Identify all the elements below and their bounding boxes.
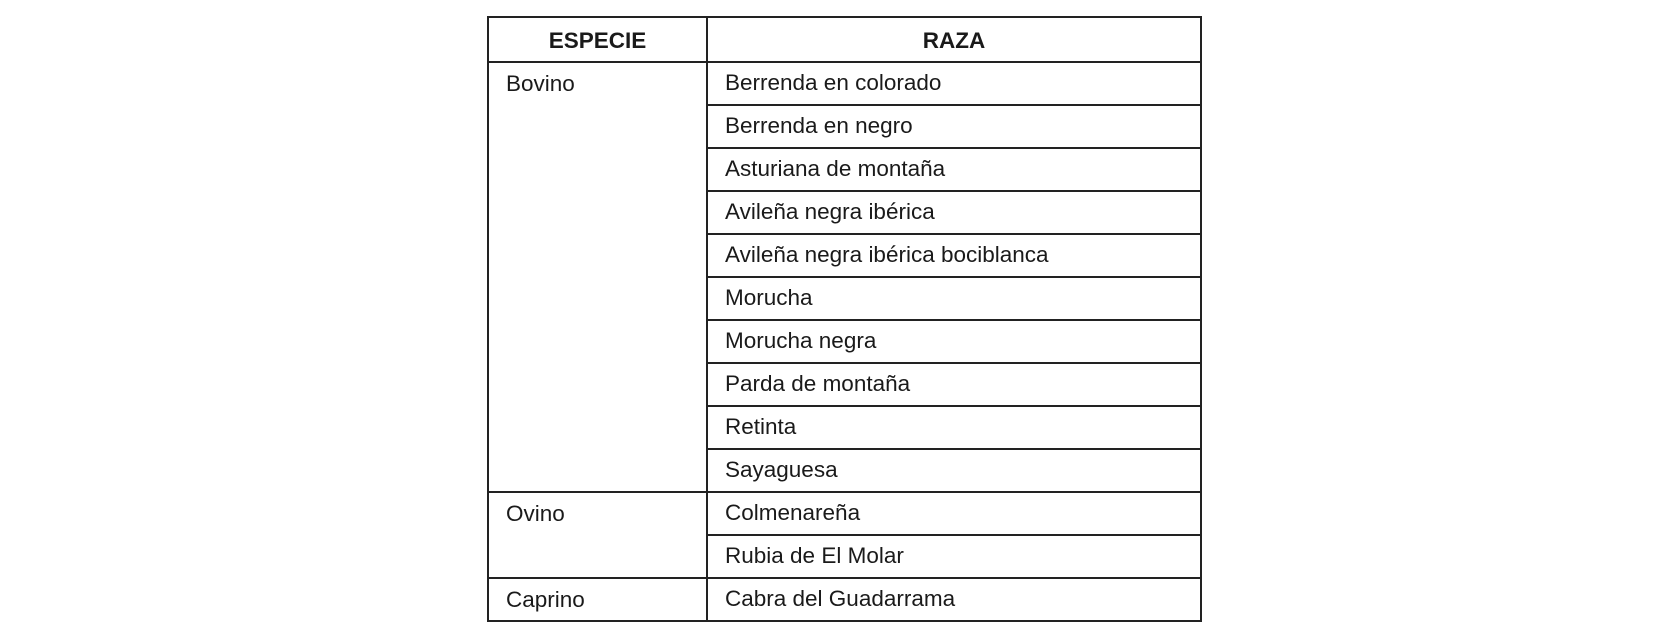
breed-cell: Retinta xyxy=(707,406,1201,449)
breed-cell: Cabra del Guadarrama xyxy=(707,578,1201,621)
header-species: ESPECIE xyxy=(488,17,707,62)
breed-cell: Berrenda en colorado xyxy=(707,62,1201,105)
breed-cell: Avileña negra ibérica xyxy=(707,191,1201,234)
header-row xyxy=(488,17,1201,62)
breed-cell: Morucha negra xyxy=(707,320,1201,363)
header-breed: RAZA xyxy=(707,17,1201,62)
breed-cell: Rubia de El Molar xyxy=(707,535,1201,578)
breed-cell: Sayaguesa xyxy=(707,449,1201,492)
breed-table xyxy=(487,16,1202,622)
breed-cell: Berrenda en negro xyxy=(707,105,1201,148)
table-row xyxy=(488,62,1201,105)
table-row xyxy=(488,578,1201,621)
species-cell: Caprino xyxy=(488,578,707,621)
table-row xyxy=(488,492,1201,535)
table-header xyxy=(488,17,1201,62)
breed-cell: Parda de montaña xyxy=(707,363,1201,406)
species-cell: Bovino xyxy=(488,62,707,492)
species-cell: Ovino xyxy=(488,492,707,578)
breed-cell: Morucha xyxy=(707,277,1201,320)
breed-cell: Avileña negra ibérica bociblanca xyxy=(707,234,1201,277)
breed-cell: Colmenareña xyxy=(707,492,1201,535)
table-body xyxy=(488,62,1201,621)
breed-cell: Asturiana de montaña xyxy=(707,148,1201,191)
